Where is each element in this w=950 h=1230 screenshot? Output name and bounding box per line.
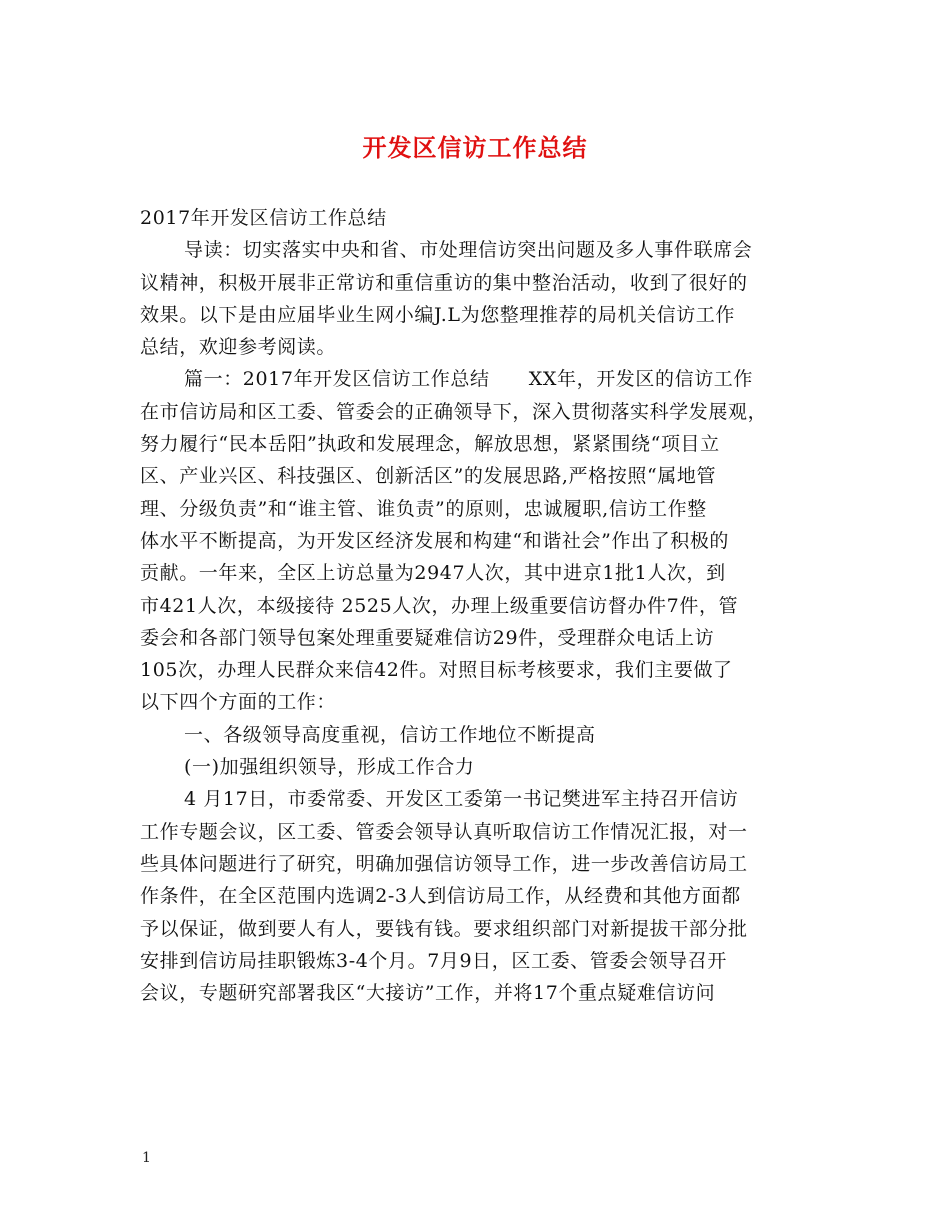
body-line-22: 作条件，在全区范围内选调2-3人到信访局工作，从经费和其他方面都	[140, 885, 741, 908]
body-line-13: 市421人次，本级接待 2525人次，办理上级重要信访督办件7件，管	[140, 594, 739, 617]
body-line-5: 总结，欢迎参考阅读。	[140, 336, 337, 359]
body-line-7: 在市信访局和区工委、管委会的正确领导下，深入贯彻落实科学发展观，	[140, 400, 768, 423]
body-line-10: 理、分级负责”和“谁主管、谁负责”的原则，忠诚履职,信访工作整	[140, 497, 707, 520]
section-heading: 一、各级领导高度重视，信访工作地位不断提高	[184, 723, 596, 746]
body-line-8: 努力履行“民本岳阳”执政和发展理念，解放思想，紧紧围绕“项目立	[140, 433, 720, 456]
body-line-15: 105次，办理人民群众来信42件。对照目标考核要求，我们主要做了	[140, 659, 733, 682]
body-line-12: 贡献。一年来，全区上访总量为2947人次，其中进京1批1人次，到	[140, 562, 726, 585]
body-line-9: 区、产业兴区、科技强区、创新活区”的发展思路,严格按照“属地管	[140, 465, 717, 488]
body-line-6: 篇一：2017年开发区信访工作总结 XX年，开发区的信访工作	[184, 368, 754, 391]
body-line-19: 4 月17日，市委常委、开发区工委第一书记樊进军主持召开信访	[184, 788, 739, 811]
body-line-16: 以下四个方面的工作：	[140, 691, 337, 714]
body-line-1: 2017年开发区信访工作总结	[140, 207, 387, 229]
body-line-2: 导读：切实落实中央和省、市处理信访突出问题及多人事件联席会	[184, 239, 753, 262]
body-line-24: 安排到信访局挂职锻炼3-4个月。7月9日，区工委、管委会领导召开	[140, 949, 727, 972]
document-body	[140, 202, 820, 1009]
body-line-25: 会议，专题研究部署我区“大接访”工作，并将17个重点疑难信访问	[140, 982, 716, 1005]
body-line-21: 些具体问题进行了研究，明确加强信访领导工作，进一步改善信访局工	[140, 852, 748, 875]
body-line-23: 予以保证，做到要人有人，要钱有钱。要求组织部门对新提拔干部分批	[140, 917, 748, 940]
body-line-3: 议精神，积极开展非正常访和重信重访的集中整治活动，收到了很好的	[140, 271, 748, 294]
body-line-14: 委会和各部门领导包案处理重要疑难信访29件，受理群众电话上访	[140, 626, 715, 649]
body-line-20: 工作专题会议，区工委、管委会领导认真听取信访工作情况汇报，对一	[140, 820, 748, 843]
body-line-4: 效果。以下是由应届毕业生网小编J.L为您整理推荐的局机关信访工作	[140, 303, 735, 326]
subsection-heading: (一)加强组织领导，形成工作合力	[184, 756, 475, 779]
document-title: 开发区信访工作总结	[362, 133, 588, 162]
body-line-11: 体水平不断提高，为开发区经济发展和构建“和谐社会”作出了积极的	[140, 529, 730, 552]
page-number: 1	[142, 1150, 151, 1166]
